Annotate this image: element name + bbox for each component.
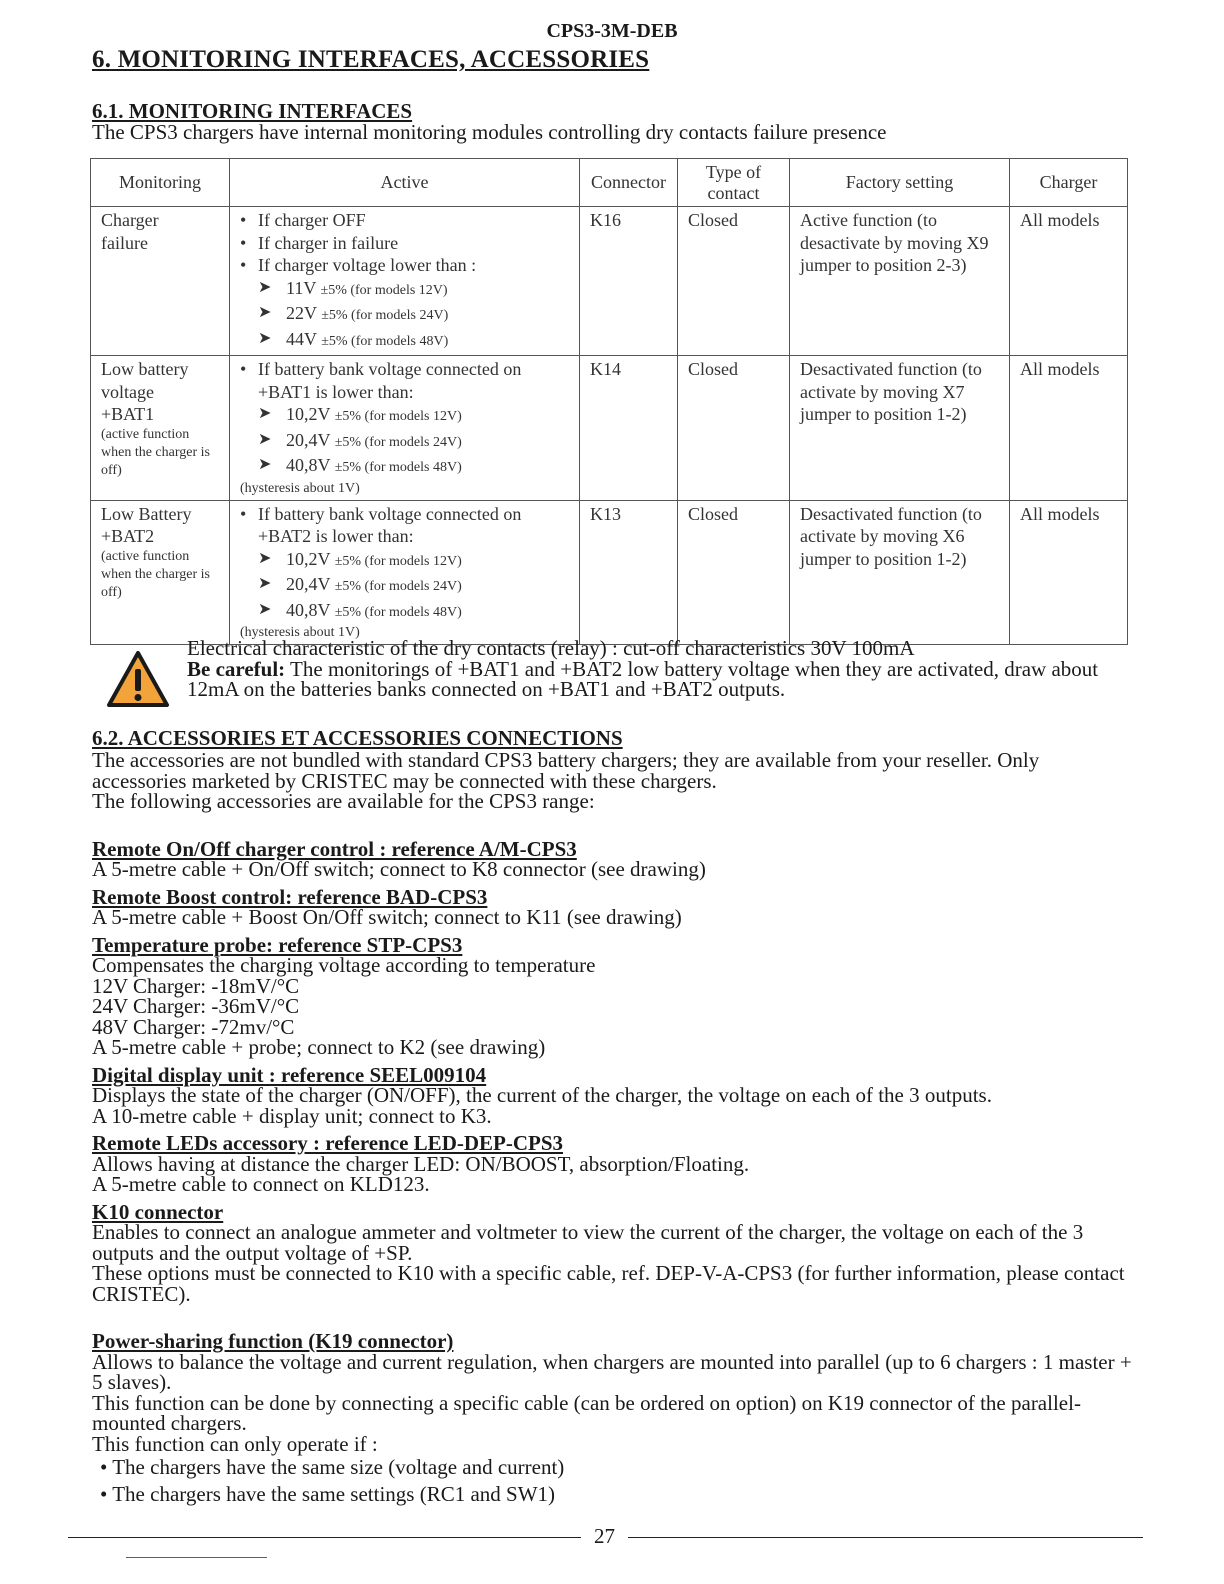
- accessory-line: Enables to connect an analogue ammeter and voltmeter to view the current of the charger, the voltage on each of the 3 outputs and the output voltage of +SP.: [92, 1220, 1084, 1265]
- power-sharing-line: Allows to balance the voltage and current regulation, when chargers are mounted into parallel (up to 6 chargers : 1 master + 5 slaves).: [92, 1349, 1132, 1394]
- section-6-1: [92, 100, 886, 143]
- monitoring-cell: Charger failure: [101, 210, 159, 253]
- bullet-continuation: +BAT2 is lower than:: [258, 526, 414, 546]
- active-cell: [230, 356, 579, 500]
- warning-text: [187, 638, 1117, 700]
- accessory-line: 48V Charger: -72mv/°C: [92, 1014, 295, 1039]
- accessory-item: [92, 836, 1132, 881]
- accessory-line: Compensates the charging voltage according to temperature: [92, 953, 596, 977]
- accessory-title: Remote LEDs accessory : reference LED-DEP-CPS3: [92, 1131, 564, 1155]
- sub-voltage: 40,8V: [286, 455, 331, 475]
- accessory-line: Allows having at distance the charger LED: ON/BOOST, absorption/Floating.: [92, 1151, 750, 1176]
- arrowhead-icon: ➤: [258, 278, 272, 296]
- monitoring-note: (active function when the charger is off): [101, 548, 210, 600]
- sub-item: [240, 277, 569, 303]
- accessory-title: K10 connector: [92, 1199, 224, 1224]
- accessory-title: Remote Boost control: reference BAD-CPS3: [92, 884, 488, 909]
- power-sharing-bullet: • The chargers have the same settings (RC1 and SW1): [100, 1482, 556, 1506]
- charger-cell: All models: [1020, 359, 1100, 379]
- accessory-line: These options must be connected to K10 with a specific cable, ref. DEP-V-A-CPS3 (for further information, please contact CRISTEC).: [92, 1261, 1125, 1306]
- sub-voltage: 44V: [286, 328, 317, 349]
- sub-item: [240, 328, 569, 354]
- factory-cell: Desactivated function (to activate by moving X6 jumper to position 1-2): [800, 503, 982, 569]
- sub-voltage: 10,2V: [286, 548, 331, 569]
- accessory-item: [92, 884, 1132, 929]
- sub-item: [240, 403, 569, 429]
- arrowhead-icon: ➤: [258, 575, 272, 592]
- table-row: [91, 207, 1128, 356]
- header-monitoring: Monitoring: [91, 159, 230, 207]
- header-factory-setting: Factory setting: [790, 159, 1010, 207]
- monitoring-table: [90, 158, 1128, 645]
- monitoring-cell: [91, 356, 229, 482]
- accessories-list: [92, 836, 1132, 1306]
- arrowhead-icon: ➤: [258, 600, 272, 618]
- charger-cell: All models: [1020, 210, 1100, 230]
- sub-tolerance: ±5% (for models 24V): [334, 579, 462, 594]
- accessory-line: A 5-metre cable + probe; connect to K2 (see drawing): [92, 1035, 546, 1059]
- contact-cell: Closed: [688, 503, 739, 524]
- accessory-item: [92, 932, 1132, 1059]
- header-charger: Charger: [1010, 159, 1128, 207]
- bullet-item: • If charger voltage lower than :: [240, 254, 569, 277]
- careful-label: Be careful:: [187, 656, 286, 681]
- sub-item: [240, 573, 569, 599]
- table-row: [91, 500, 1128, 645]
- factory-cell: Active function (to desactivate by moving X9 jumper to position 2-3): [800, 210, 989, 275]
- factory-cell: Desactivated function (to activate by moving X7 jumper to position 1-2): [800, 359, 982, 424]
- hysteresis-note: (hysteresis about 1V): [240, 625, 360, 640]
- sub-tolerance: ±5% (for models 24V): [334, 434, 462, 450]
- sub-voltage: 40,8V: [286, 599, 331, 620]
- section-6-2-paragraph: The accessories are not bundled with standard CPS3 battery chargers; they are available from your reseller. Only accessories marketed by CRISTEC may be connected with these chargers.: [92, 748, 1040, 793]
- power-sharing-title: Power-sharing function (K19 connector): [92, 1329, 454, 1353]
- sub-voltage: 20,4V: [286, 574, 331, 594]
- sub-item: [240, 599, 569, 625]
- careful-text: The monitorings of +BAT1 and +BAT2 low battery voltage when they are activated, draw about 12mA on the batteries banks connected on +BAT1 and +BAT2 outputs.: [187, 656, 1099, 701]
- section-6-1-intro: The CPS3 chargers have internal monitoring modules controlling dry contacts failure presence: [92, 120, 887, 144]
- accessory-item: [92, 1199, 1132, 1306]
- sub-tolerance: ±5% (for models 12V): [334, 409, 462, 424]
- accessory-title: Digital display unit : reference SEEL009104: [92, 1062, 487, 1087]
- bullet-continuation: +BAT1 is lower than:: [258, 381, 414, 402]
- dry-contacts-characteristic: Electrical characteristic of the dry contacts (relay) : cut-off characteristics 30V 100mA: [187, 636, 915, 660]
- footer-rule-right: [628, 1537, 1143, 1538]
- careful-note: [187, 656, 1117, 701]
- sub-item: [240, 429, 569, 455]
- accessory-item: [92, 1133, 1132, 1195]
- contact-cell: Closed: [688, 359, 739, 379]
- accessory-title: Remote On/Off charger control : reference A/M-CPS3: [92, 836, 577, 861]
- active-cell: [230, 207, 579, 355]
- accessory-line: A 5-metre cable + Boost On/Off switch; connect to K11 (see drawing): [92, 905, 682, 929]
- arrowhead-icon: ➤: [258, 329, 272, 347]
- monitoring-cell: [91, 501, 229, 604]
- monitoring-label: Low Battery +BAT2: [101, 503, 192, 546]
- document-code: CPS3-3M-DEB: [546, 20, 678, 42]
- arrowhead-icon: ➤: [258, 405, 272, 422]
- sub-tolerance: ±5% (for models 12V): [334, 553, 462, 569]
- footer-rule-left: [68, 1537, 581, 1538]
- table-row: [91, 356, 1128, 501]
- sub-tolerance: ±5% (for models 48V): [321, 333, 449, 349]
- section-6-2-title: 6.2. ACCESSORIES ET ACCESSORIES CONNECTIONS: [92, 726, 623, 750]
- accessory-line: A 5-metre cable to connect on KLD123.: [92, 1172, 430, 1196]
- bullet-item: • If battery bank voltage connected on: [240, 358, 569, 381]
- monitoring-note: (active function when the charger is off): [101, 426, 210, 478]
- table-header-row: [91, 159, 1128, 207]
- header-connector: Connector: [580, 159, 678, 207]
- accessory-line: 24V Charger: -36mV/°C: [92, 994, 300, 1018]
- bullet-item: • If charger OFF: [240, 209, 569, 232]
- footer-blue-line: [126, 1557, 267, 1558]
- hysteresis-note: (hysteresis about 1V): [240, 480, 360, 496]
- arrowhead-icon: ➤: [258, 304, 272, 321]
- accessory-line: Displays the state of the charger (ON/OFF), the current of the charger, the voltage on each of the 3 outputs.: [92, 1083, 992, 1107]
- arrowhead-icon: ➤: [258, 430, 272, 448]
- sub-tolerance: ±5% (for models 12V): [320, 282, 448, 298]
- sub-voltage: 11V: [286, 277, 317, 298]
- power-sharing-bullet: • The chargers have the same size (voltage and current): [100, 1455, 565, 1479]
- header-contact-type: Type of contact: [678, 159, 790, 207]
- power-sharing-line: This function can only operate if :: [92, 1431, 378, 1456]
- section-6-2: [92, 726, 1132, 1508]
- warning-triangle-icon: [106, 650, 170, 708]
- connector-cell: K14: [590, 359, 621, 379]
- section-6-2-paragraph: The following accessories are available for the CPS3 range:: [92, 789, 595, 813]
- bullet-item: • If battery bank voltage connected on: [240, 503, 569, 526]
- bullet-item: • If charger in failure: [240, 232, 569, 255]
- sub-voltage: 22V: [286, 303, 317, 323]
- accessory-line: 12V Charger: -18mV/°C: [92, 973, 300, 998]
- charger-cell: All models: [1020, 503, 1100, 524]
- sub-item: [240, 454, 569, 480]
- active-cell: [230, 501, 579, 645]
- sub-item: [240, 302, 569, 328]
- sub-voltage: 20,4V: [286, 429, 331, 450]
- page-number: 27: [594, 1524, 615, 1548]
- power-sharing-line: This function can be done by connecting a specific cable (can be ordered on option) on K19 connector of the parallel-mounted chargers.: [92, 1390, 1081, 1435]
- accessory-line: A 10-metre cable + display unit; connect to K3.: [92, 1103, 492, 1128]
- connector-cell: K16: [590, 210, 621, 230]
- connector-cell: K13: [590, 503, 621, 524]
- monitoring-label: Low battery voltage +BAT1: [101, 359, 189, 424]
- arrowhead-icon: ➤: [258, 456, 272, 473]
- sub-tolerance: ±5% (for models 48V): [334, 604, 462, 620]
- contact-cell: Closed: [688, 210, 739, 230]
- section-6-title: 6. MONITORING INTERFACES, ACCESSORIES: [92, 46, 650, 73]
- accessory-item: [92, 1062, 1132, 1128]
- sub-tolerance: ±5% (for models 48V): [334, 460, 462, 475]
- header-active: Active: [230, 159, 580, 207]
- accessory-title: Temperature probe: reference STP-CPS3: [92, 932, 463, 957]
- sub-tolerance: ±5% (for models 24V): [321, 308, 449, 323]
- sub-item: [240, 548, 569, 574]
- sub-voltage: 10,2V: [286, 404, 331, 424]
- arrowhead-icon: ➤: [258, 549, 272, 567]
- accessory-line: A 5-metre cable + On/Off switch; connect to K8 connector (see drawing): [92, 857, 706, 881]
- section-6-1-title: 6.1. MONITORING INTERFACES: [92, 99, 413, 123]
